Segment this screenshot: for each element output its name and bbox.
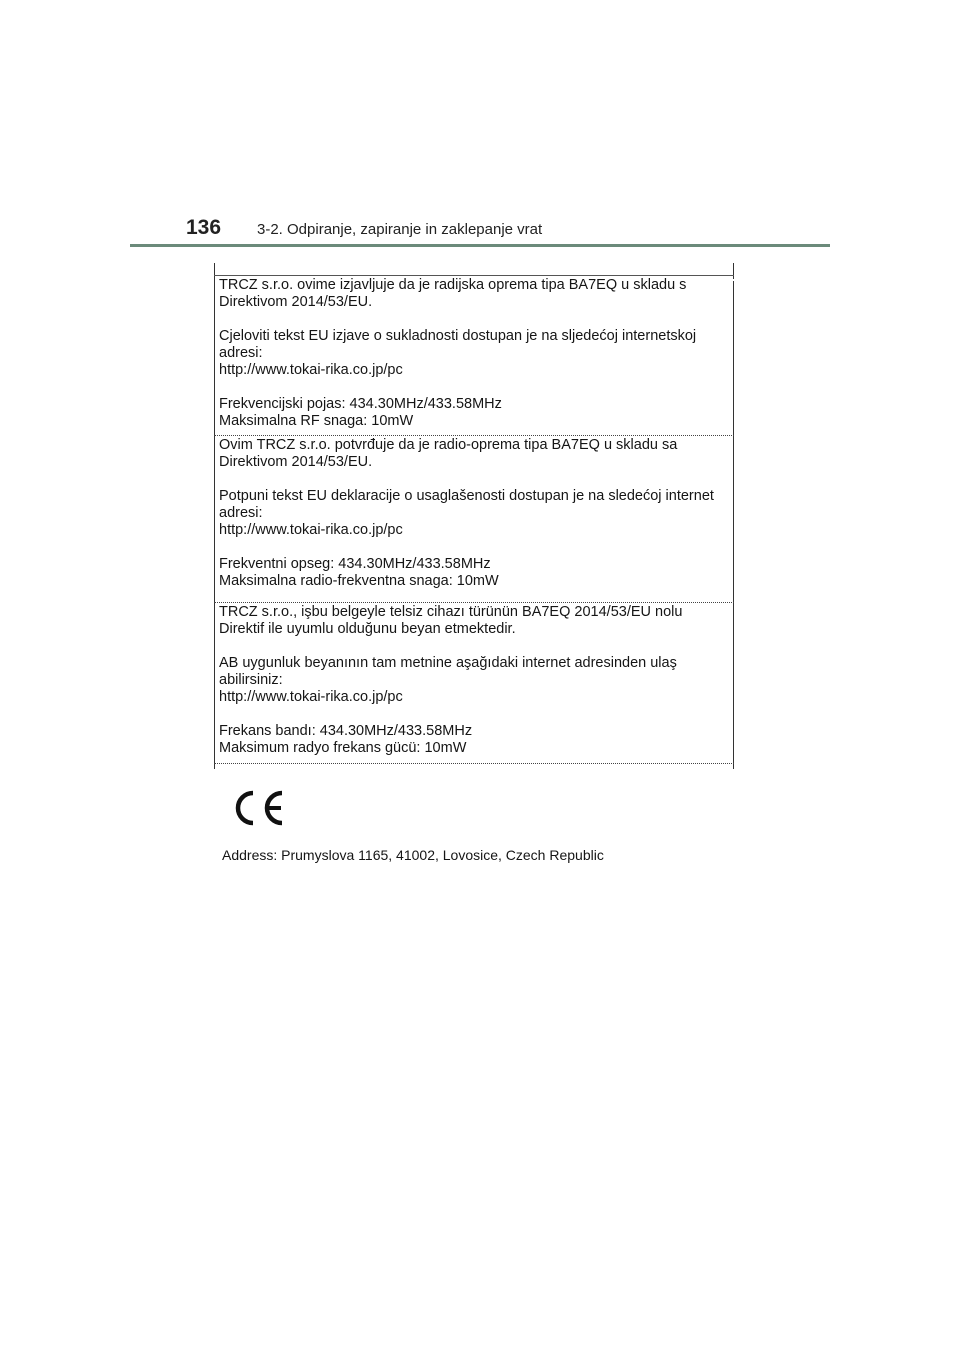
page-number: 136 bbox=[186, 216, 222, 239]
declaration-turkish bbox=[219, 604, 729, 757]
frequency-band: Frekventni opseg: 434.30MHz/433.58MHz bbox=[219, 556, 491, 572]
availability-line-2: adresi: bbox=[219, 345, 263, 361]
statement-line-2: Direktivom 2014/53/EU. bbox=[219, 294, 373, 310]
availability-line-1: Potpuni tekst EU deklaracije o usaglašenosti dostupan je na sledećoj internet bbox=[219, 488, 714, 504]
frequency-band: Frekvencijski pojas: 434.30MHz/433.58MHz bbox=[219, 396, 502, 412]
page-header bbox=[130, 212, 830, 246]
availability-url: http://www.tokai-rika.co.jp/pc bbox=[219, 689, 403, 705]
max-power: Maksimum radyo frekans gücü: 10mW bbox=[219, 740, 467, 756]
header-rule bbox=[130, 244, 830, 247]
box-border-left bbox=[214, 263, 215, 769]
availability-url: http://www.tokai-rika.co.jp/pc bbox=[219, 522, 403, 538]
statement-line-2: Direktif ile uyumlu olduğunu beyan etmektedir. bbox=[219, 621, 516, 637]
manufacturer-address: Address: Prumyslova 1165, 41002, Lovosice, Czech Republic bbox=[222, 847, 604, 863]
statement-line-1: TRCZ s.r.o., işbu belgeyle telsiz cihazı türünün BA7EQ 2014/53/EU nolu bbox=[219, 604, 683, 620]
max-power: Maksimalna radio-frekventna snaga: 10mW bbox=[219, 573, 499, 589]
divider-2 bbox=[214, 602, 734, 603]
divider-3 bbox=[214, 763, 734, 764]
availability-line-2: abilirsiniz: bbox=[219, 672, 283, 688]
statement-line-1: TRCZ s.r.o. ovime izjavljuje da je radijska oprema tipa BA7EQ u skladu s bbox=[219, 277, 687, 293]
box-border-right bbox=[733, 281, 734, 769]
statement-line-2: Direktivom 2014/53/EU. bbox=[219, 454, 373, 470]
divider-1 bbox=[214, 435, 734, 436]
declaration-croatian bbox=[219, 277, 729, 430]
max-power: Maksimalna RF snaga: 10mW bbox=[219, 413, 414, 429]
box-border-right-tick bbox=[733, 263, 734, 279]
availability-url: http://www.tokai-rika.co.jp/pc bbox=[219, 362, 403, 378]
declaration-serbian bbox=[219, 437, 729, 590]
ce-mark-icon bbox=[232, 788, 288, 828]
availability-line-1: Cjeloviti tekst EU izjave o sukladnosti dostupan je na sljedećoj internetskoj bbox=[219, 328, 697, 344]
availability-line-1: AB uygunluk beyanının tam metnine aşağıdaki internet adresinden ulaş bbox=[219, 655, 677, 671]
frequency-band: Frekans bandı: 434.30MHz/433.58MHz bbox=[219, 723, 473, 739]
availability-line-2: adresi: bbox=[219, 505, 263, 521]
section-title: 3-2. Odpiranje, zapiranje in zaklepanje vrat bbox=[257, 221, 543, 238]
statement-line-1: Ovim TRCZ s.r.o. potvrđuje da je radio-oprema tipa BA7EQ u skladu sa bbox=[219, 437, 678, 453]
declaration-box bbox=[214, 263, 734, 773]
box-border-top bbox=[214, 275, 734, 276]
